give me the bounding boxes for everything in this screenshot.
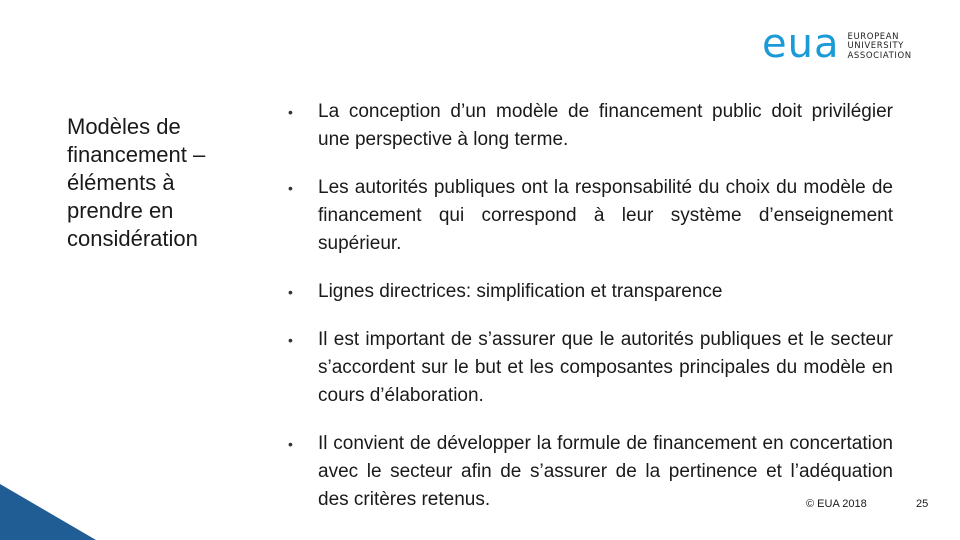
logo-line-3: ASSOCIATION: [847, 50, 912, 61]
bullet-icon: •: [288, 332, 293, 348]
bullet-list: [288, 98, 893, 534]
eua-logo: [762, 21, 912, 68]
bullet-icon: •: [288, 104, 293, 120]
bullet-text: Les autorités publiques ont la responsabilité du choix du modèle de financement qui correspond à leur système d’enseignement supérieur.: [318, 177, 893, 254]
bullet-item: [288, 278, 893, 306]
bullet-icon: •: [288, 436, 293, 452]
slide-title-line: considération: [67, 226, 198, 251]
footer-copyright: © EUA 2018: [806, 498, 867, 510]
bullet-item: [288, 430, 893, 514]
logo-wordmark: [847, 33, 911, 62]
slide-title-line: financement –: [67, 142, 206, 167]
bullet-text: Il convient de développer la formule de financement en concertation avec le secteur afin de s’assurer de la pertinence et l’adéquation des critères retenus.: [318, 433, 893, 510]
logo-line-1: EUROPEAN: [847, 31, 900, 42]
bullet-text: Il est important de s’assurer que le autorités publiques et le secteur s’accordent sur le but et les composantes principales du modèle en cours d’élaboration.: [318, 329, 893, 406]
bullet-item: [288, 98, 893, 154]
bullet-text: La conception d’un modèle de financement public doit privilégier une perspective à long terme.: [318, 101, 893, 150]
bullet-icon: •: [288, 180, 293, 196]
corner-accent-shape: [0, 484, 96, 540]
slide-title-line: Modèles de: [67, 114, 181, 139]
logo-mark: eua: [762, 21, 840, 67]
slide-title: [67, 113, 257, 253]
bullet-item: [288, 174, 893, 258]
slide-title-line: prendre en: [67, 198, 174, 223]
logo-line-2: UNIVERSITY: [847, 41, 904, 52]
slide-title-line: éléments à: [67, 170, 175, 195]
bullet-text: Lignes directrices: simplification et transparence: [318, 281, 723, 302]
corner-accent-polygon: [0, 484, 96, 540]
page-number: 25: [916, 498, 929, 510]
bullet-item: [288, 326, 893, 410]
bullet-icon: •: [288, 284, 293, 300]
